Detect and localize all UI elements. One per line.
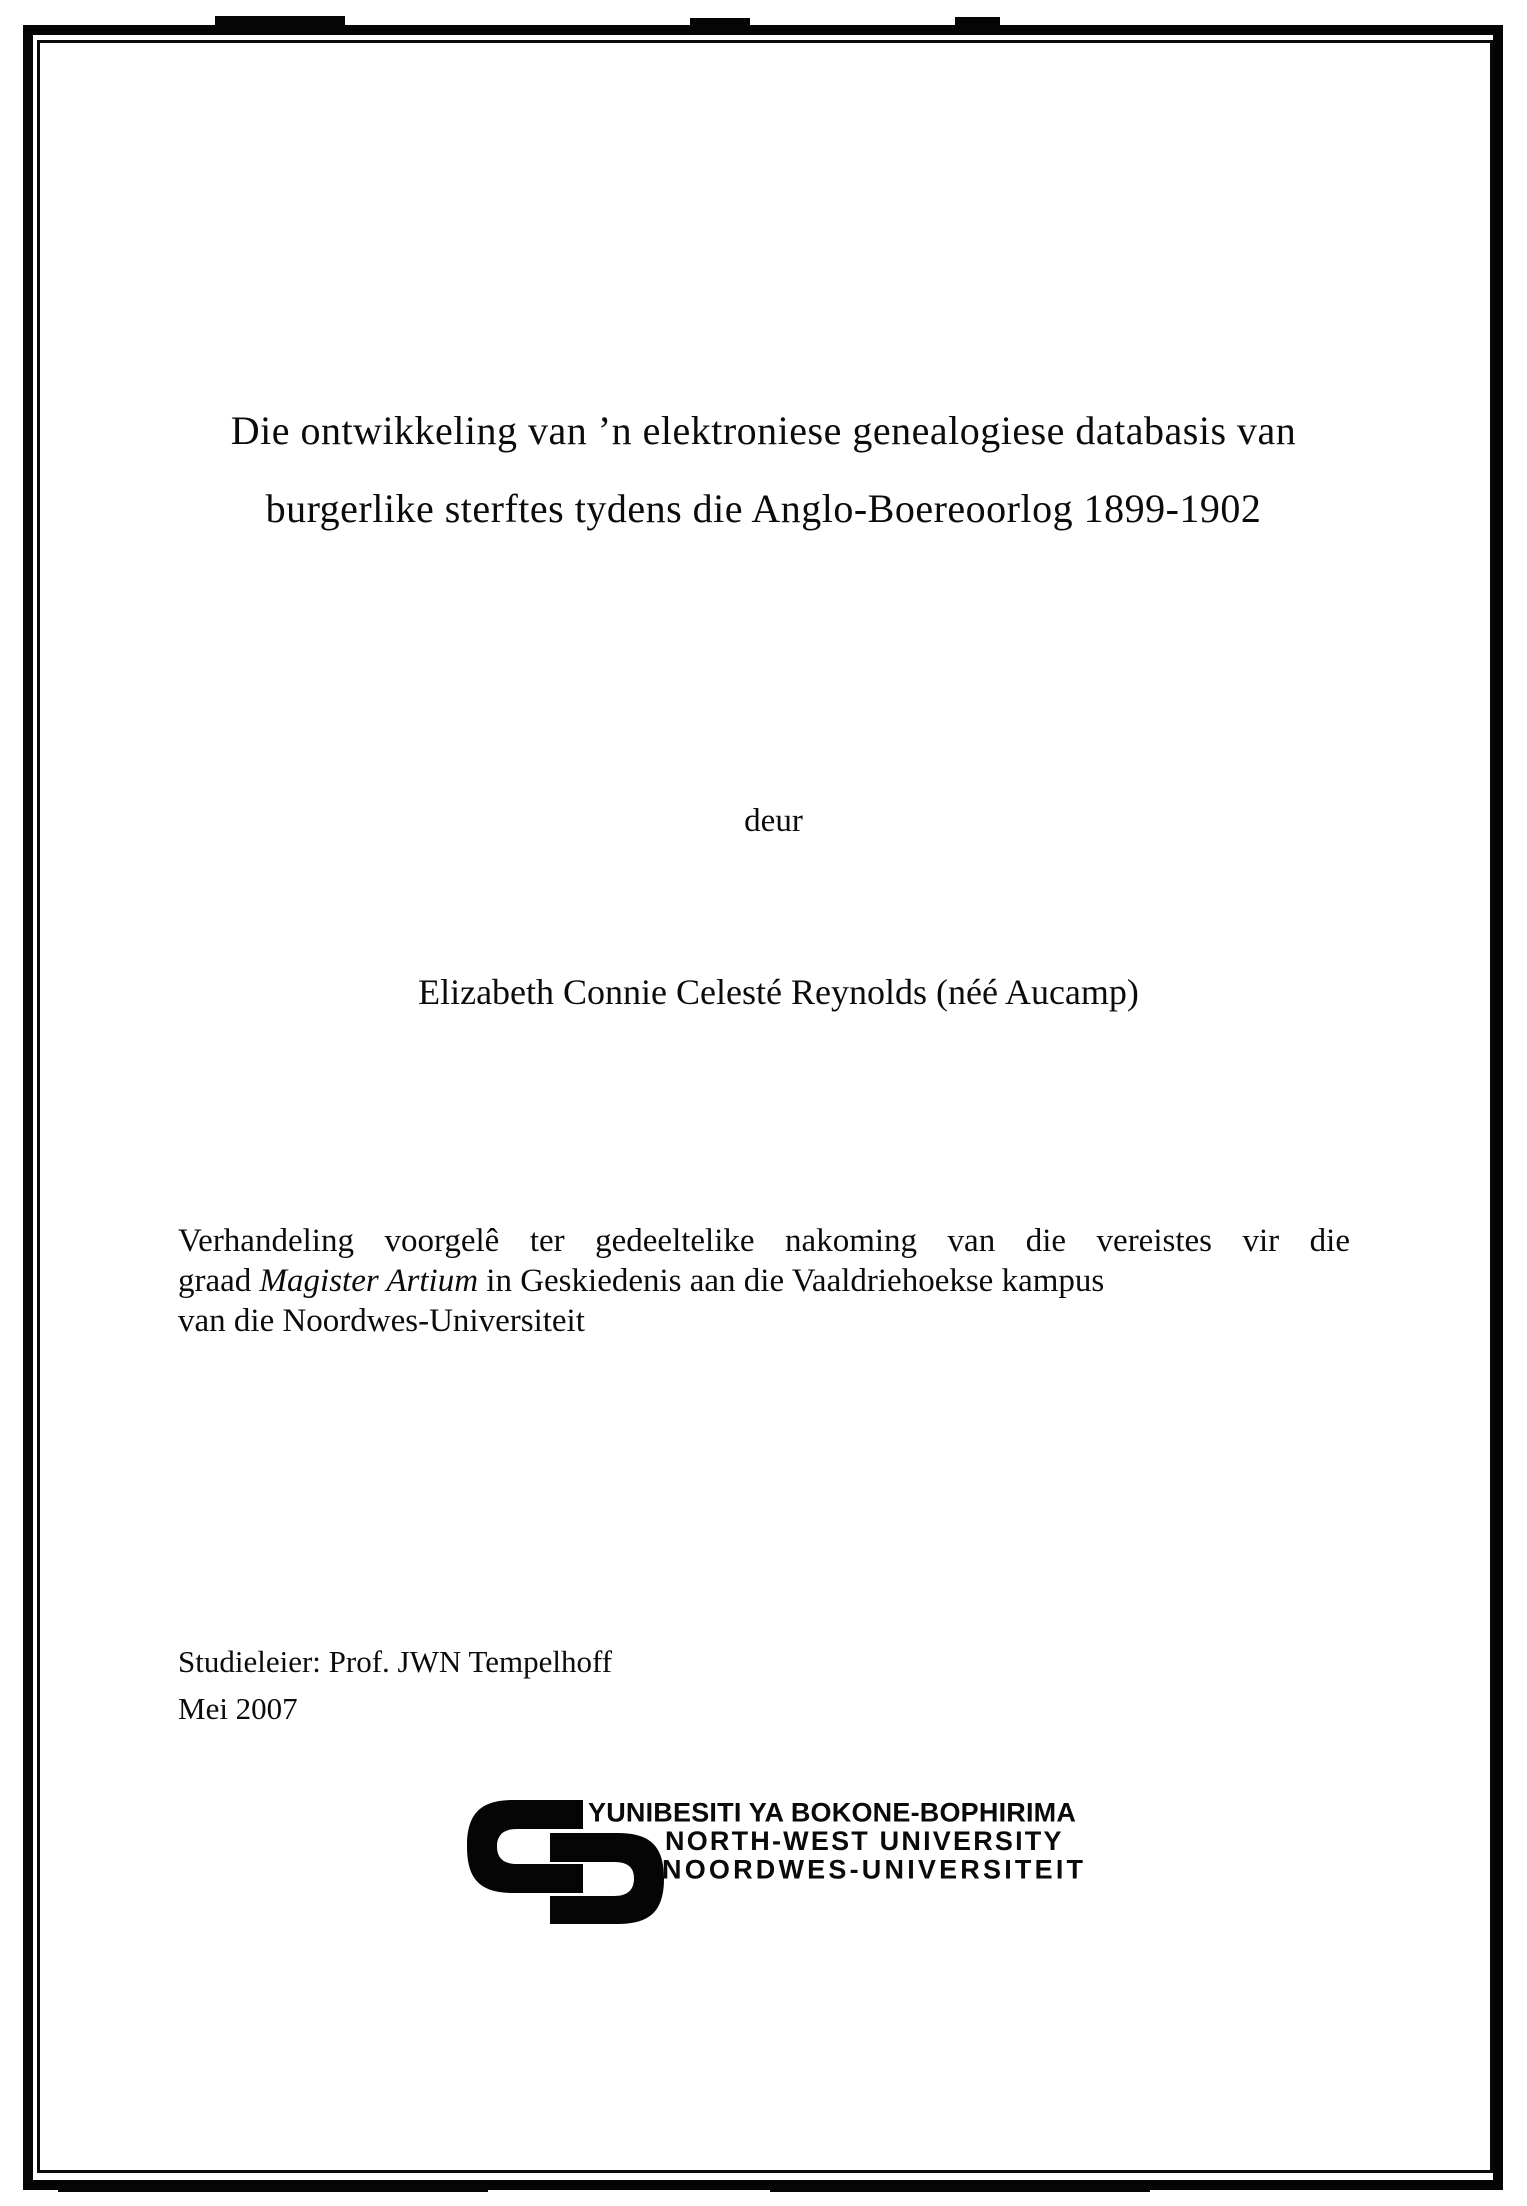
declaration-line2-post: in Geskiedenis aan die Vaaldriehoekse kampus bbox=[478, 1263, 1105, 1299]
wordmark-setswana: YUNIBESITI YA BOKONE-BOPHIRIMA bbox=[588, 1798, 1077, 1828]
wordmark-afrikaans: NOORDWES-UNIVERSITEIT bbox=[662, 1854, 1087, 1885]
scan-artifact bbox=[955, 17, 1000, 26]
scan-artifact bbox=[215, 16, 345, 26]
thesis-title-line2: burgerlike sterftes tydens die Anglo-Boereoorlog 1899-1902 bbox=[265, 486, 1262, 531]
degree-declaration bbox=[178, 1221, 1350, 1341]
scan-artifact bbox=[770, 2182, 1150, 2192]
author-name: Elizabeth Connie Celesté Reynolds (néé Aucamp) bbox=[418, 972, 1139, 1012]
date-line: Mei 2007 bbox=[178, 1691, 298, 1726]
declaration-line2-pre: graad bbox=[178, 1263, 260, 1299]
declaration-line2 bbox=[178, 1261, 1350, 1301]
supervisor-line: Studieleier: Prof. JWN Tempelhoff bbox=[178, 1644, 613, 1679]
degree-name-italic: Magister Artium bbox=[259, 1263, 479, 1299]
scan-artifact bbox=[690, 18, 750, 26]
declaration-line1: Verhandeling voorgelê ter gedeeltelike nakoming van die vereistes vir die bbox=[178, 1223, 1350, 1259]
thesis-title-line1: Die ontwikkeling van ’n elektroniese genealogiese databasis van bbox=[230, 408, 1297, 453]
university-wordmark bbox=[588, 1799, 1086, 1884]
byline-label: deur bbox=[744, 803, 803, 839]
supervisor-block bbox=[178, 1638, 612, 1732]
thesis-title bbox=[60, 392, 1467, 548]
declaration-line3: van die Noordwes-Universiteit bbox=[178, 1303, 585, 1339]
wordmark-english: NORTH-WEST UNIVERSITY bbox=[665, 1826, 1064, 1856]
scan-artifact bbox=[58, 2181, 488, 2192]
